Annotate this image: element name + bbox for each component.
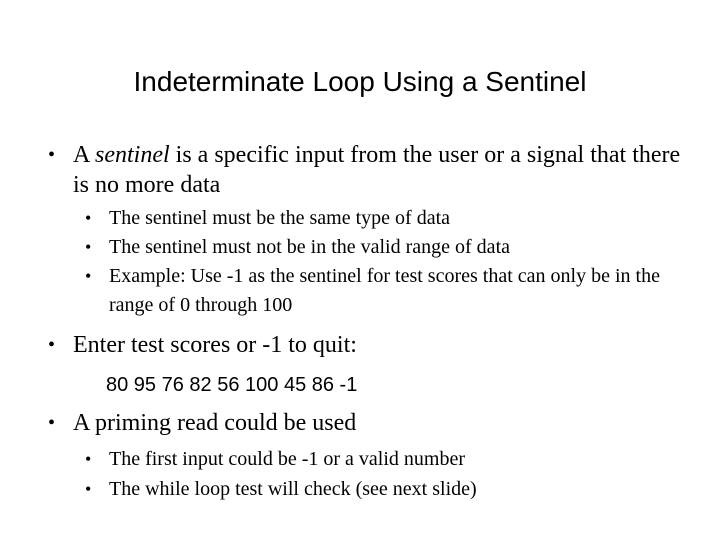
sample-input-line: 80 95 76 82 56 100 45 86 -1 [106, 374, 358, 396]
sub-bullet-text: The sentinel must not be in the valid range of data [109, 236, 510, 258]
bullet-text-prefix: A [73, 142, 96, 168]
bullet-text: Enter test scores or -1 to quit: [73, 332, 357, 358]
bullet-enter-scores [48, 330, 688, 360]
slide-title: Indeterminate Loop Using a Sentinel [133, 66, 587, 97]
sub-bullet-marker: • [85, 449, 92, 469]
bullet-marker: • [48, 144, 56, 166]
bullet-priming-read [48, 408, 688, 438]
sub-bullet-first-input [85, 445, 685, 474]
sub-bullet-not-valid-range [85, 233, 685, 262]
sub-bullet-marker: • [85, 208, 92, 228]
bullet-text: A priming read could be used [73, 410, 357, 436]
sub-bullet-text: The first input could be -1 or a valid number [109, 448, 466, 470]
sub-bullet-marker: • [85, 237, 92, 257]
sub-bullet-same-type [85, 204, 685, 233]
bullet-sentinel-definition [48, 140, 688, 200]
sub-bullet-marker: • [85, 479, 92, 499]
emphasis-sentinel: sentinel [95, 142, 170, 168]
sub-bullet-text: The while loop test will check (see next slide) [109, 478, 477, 500]
sub-bullet-example [85, 262, 685, 320]
bullet-marker: • [48, 334, 56, 356]
bullet-marker: • [48, 412, 56, 434]
sub-bullet-text: The sentinel must be the same type of data [109, 207, 451, 229]
bullet-text [73, 140, 688, 200]
sub-bullet-text: Example: Use -1 as the sentinel for test scores that can only be in the range of 0 through 100 [109, 265, 660, 316]
sub-bullet-marker: • [85, 266, 92, 286]
bullet-text-suffix: is a specific input from the user or a signal that there is no more data [73, 142, 681, 198]
sub-bullet-while-loop [85, 475, 685, 504]
